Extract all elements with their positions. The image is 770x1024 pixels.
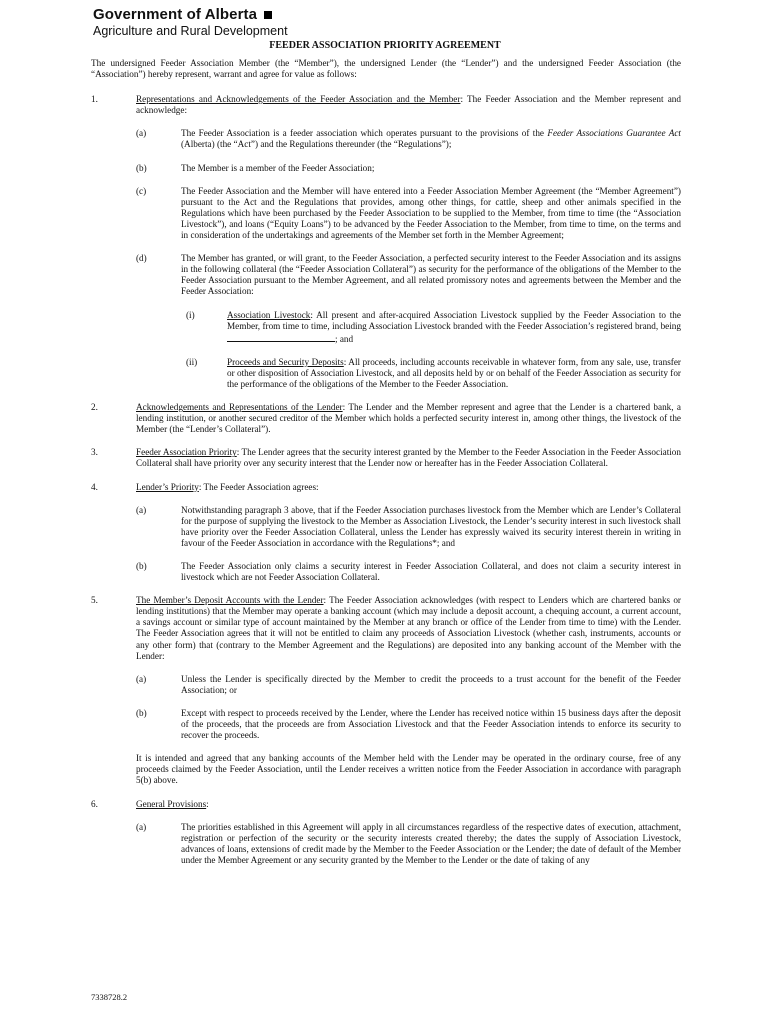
section-heading: General Provisions <box>136 798 207 809</box>
document-number: 7338728.2 <box>91 992 128 1002</box>
brand-blank-field[interactable] <box>227 332 335 342</box>
clause-1d-ii <box>91 357 681 390</box>
government-logo <box>93 6 288 23</box>
clause-1d-i <box>91 310 681 345</box>
clause-label: (a) <box>136 821 147 832</box>
clause-label: (b) <box>136 707 147 718</box>
clause-6a <box>91 822 681 866</box>
clause-4a <box>91 505 681 549</box>
section-heading: The Member’s Deposit Accounts with the Lender <box>136 595 324 606</box>
letterhead <box>93 6 288 38</box>
clause-heading: Association Livestock <box>227 309 311 320</box>
clause-text: The Feeder Association is a feeder association which operates pursuant to the provisions of the <box>181 128 548 139</box>
clause-text: (Alberta) (the “Act”) and the Regulations thereunder (the “Regulations”); <box>181 139 452 150</box>
clause-text: Except with respect to proceeds received by the Lender, where the Lender has received notice within 15 business days after the deposit of the proceeds, that the proceeds are from Association Livestock and that the Feeder Association intends to enforce its security to recover the proceeds. <box>181 707 681 741</box>
clause-text: Notwithstanding paragraph 3 above, that if the Feeder Association purchases livestock from the Member which are Lender’s Collateral for the purpose of supplying the livestock to the Member as Association Livestock, the Lender’s security interest in such livestock shall have priority over the Feeder Association Collateral, unless the Lender has expressly waived its security interest therein in writing in favour of the Feeder Association in accordance with the Regulations*; and <box>181 504 681 548</box>
clause-label: (ii) <box>186 356 198 367</box>
clause-label: (i) <box>186 309 195 320</box>
clause-5a <box>91 674 681 696</box>
section-5 <box>91 595 681 662</box>
section-text: : The Feeder Association acknowledges (with respect to Lenders which are chartered banks or lending institutions) that the Member may operate a banking account (which may include a deposit account, a chequing account, a current account, a savings account or similar type of account maintained by the Member at any branch or office of the Lender from time to time) with the Lender. The Feeder Association agrees that it will not be entitled to claim any proceeds of Association Livestock (whether cash, instruments, accounts or any other form) that (contrary to the Member Agreement and the Regulations) are deposited into any banking account of the Member with the Lender: <box>136 595 681 661</box>
clause-label: (a) <box>136 128 147 139</box>
section-heading: Representations and Acknowledgements of the Feeder Association and the Member <box>136 94 461 105</box>
clause-heading: Proceeds and Security Deposits <box>227 356 344 367</box>
section-text: : The Feeder Association agrees: <box>198 481 319 492</box>
section-1 <box>91 94 681 116</box>
clause-label: (a) <box>136 673 147 684</box>
clause-text: Unless the Lender is specifically directed by the Member to credit the proceeds to a trust account for the benefit of the Feeder Association; or <box>181 673 681 695</box>
section-5-closing: It is intended and agreed that any banking accounts of the Member held with the Lender may be operated in the ordinary course, free of any proceeds claimed by the Feeder Association, until the Lender receives a written notice from the Feeder Association in accordance with paragraph 5(b) above. <box>136 753 681 786</box>
clause-label: (c) <box>136 185 147 196</box>
clause-label: (a) <box>136 504 147 515</box>
clause-1a <box>91 128 681 150</box>
logo-square-icon <box>264 11 272 19</box>
department-name: Agriculture and Rural Development <box>93 24 288 38</box>
clause-5b <box>91 708 681 741</box>
section-text: : The Feeder Association and the Member represent and acknowledge: <box>136 94 681 116</box>
section-number: 2. <box>91 402 98 413</box>
section-2 <box>91 402 681 435</box>
section-3 <box>91 447 681 469</box>
clause-text: The Member has granted, or will grant, to the Feeder Association, a perfected security interest to the Feeder Association and its assigns in the following collateral (the “Feeder Association Collateral”) as security for the performance of the obligations of the Member to the Feeder Association pursuant to the Member Agreement, and all related promissory notes and agreements between the Member and the Feeder Association: <box>181 253 681 297</box>
clause-label: (d) <box>136 253 147 264</box>
clause-text: The Member is a member of the Feeder Association; <box>181 162 375 173</box>
clause-4b <box>91 561 681 583</box>
section-heading: Feeder Association Priority <box>136 447 237 458</box>
section-number: 5. <box>91 595 98 606</box>
clause-1d <box>91 253 681 297</box>
section-number: 4. <box>91 481 98 492</box>
section-4 <box>91 482 681 493</box>
clause-label: (b) <box>136 561 147 571</box>
section-text: : The Lender and the Member represent and agree that the Lender is a chartered bank, a lending institution, or another secured creditor of the Member which holds a perfected security interest in, among other things, the livestock of the Member (the “Lender’s Collateral”). <box>136 402 682 435</box>
clause-text: : All present and after-acquired Association Livestock supplied by the Feeder Association to the Member, from time to time, including Association Livestock branded with the Feeder Association’s registered brand, being <box>227 309 681 331</box>
document-body <box>91 58 681 878</box>
government-name: Government of Alberta <box>93 6 258 23</box>
intro-paragraph: The undersigned Feeder Association Member (the “Member”), the undersigned Lender (the “Lender”) and the undersigned Feeder Association (the “Association”) hereby represent, warrant and agree for value as follows: <box>91 58 681 80</box>
section-number: 6. <box>91 798 98 809</box>
section-text: : <box>206 798 209 809</box>
section-heading: Acknowledgements and Representations of the Lender <box>136 402 343 413</box>
section-number: 3. <box>91 447 98 458</box>
clause-text: : All proceeds, including accounts receivable in whatever form, from any sale, use, transfer or other disposition of Association Livestock, and all deposits held by or on behalf of the Feeder Association as security for the performance of the obligations of the Member to the Feeder Association. <box>227 356 681 389</box>
document-title: FEEDER ASSOCIATION PRIORITY AGREEMENT <box>269 40 501 51</box>
clause-1b <box>91 163 681 174</box>
clause-1c <box>91 186 681 241</box>
section-number: 1. <box>91 94 98 105</box>
section-6 <box>91 799 681 810</box>
section-heading: Lender’s Priority <box>136 481 199 492</box>
section-text: : The Lender agrees that the security interest granted by the Member to the Feeder Association in the Feeder Association Collateral shall have priority over any security interest that the Lender now or hereafter has in the Feeder Association Collateral. <box>136 447 681 469</box>
clause-text: ; and <box>335 333 354 344</box>
clause-text: The priorities established in this Agreement will apply in all circumstances regardless of the respective dates of execution, attachment, registration or perfection of the security or the security interests created thereby; the dates the supply of Association Livestock, advances of loans, extensions of credit made by the Member to the Feeder Association or the Lender; the date of default of the Member under the Member Agreement or any security granted by the Member to the Lender or the date of taking of any <box>181 821 681 865</box>
clause-text: The Feeder Association and the Member will have entered into a Feeder Association Member Agreement (the “Member Agreement”) pursuant to the Act and the Regulations that provides, among other things, for cattle, sheep and other animals specified in the Regulations which have been purchased by the Feeder Association to be supplied to the Member, from time to time (the “Association Livestock”), and loans (“Equity Loans”) to be advanced by the Feeder Association to the Member, from time to time, on the terms and in consideration of the undertakings and agreements of the Member set forth in the Member Agreement; <box>181 185 681 241</box>
clause-label: (b) <box>136 162 147 173</box>
clause-text: The Feeder Association only claims a security interest in Feeder Association Collateral, and does not claim a security interest in livestock which are not Feeder Association Collateral. <box>181 561 681 583</box>
act-name: Feeder Associations Guarantee Act <box>547 128 681 139</box>
